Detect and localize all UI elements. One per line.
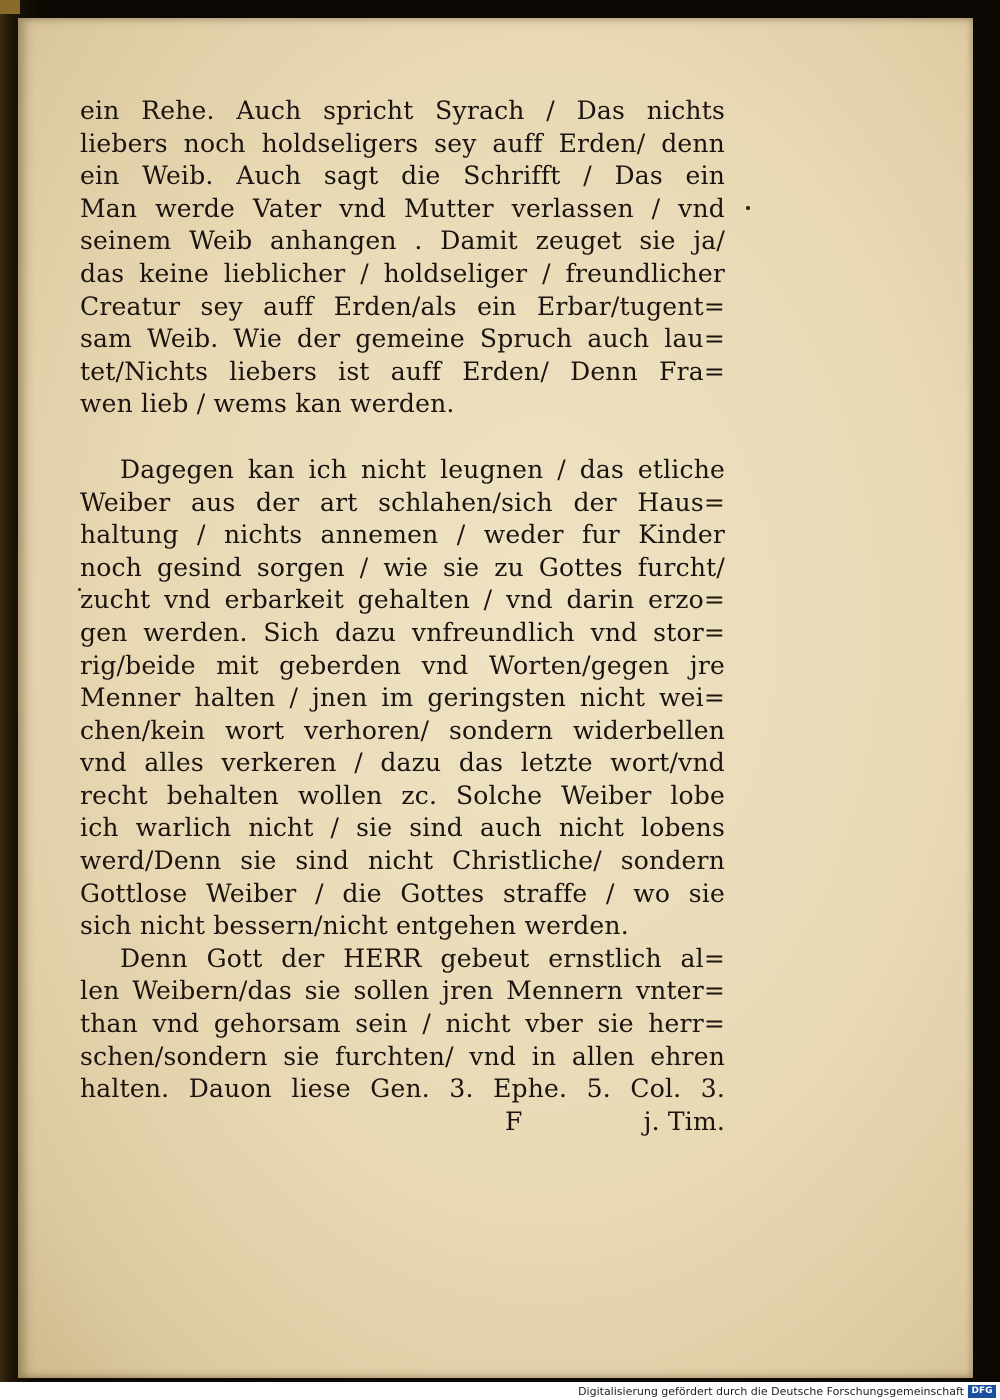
text-line: sich nicht bessern/nicht entgehen werden.: [80, 911, 629, 941]
catchword: j. Tim.: [643, 1106, 725, 1136]
text-line: zucht vnd erbarkeit gehalten / vnd darin erzo=: [80, 585, 725, 615]
text-line: tet/Nichts liebers ist auff Erden/ Denn Fra=: [80, 356, 725, 386]
text-line: rig/beide mit geberden vnd Worten/gegen jre: [80, 650, 725, 680]
text-line: halten. Dauon liese Gen. 3. Ephe. 5. Col. 3.: [80, 1074, 725, 1104]
paragraph-1: [80, 95, 725, 421]
text-line: Gottlose Weiber / die Gottes straffe / wo sie: [80, 878, 725, 908]
signature-line: [80, 1106, 725, 1139]
text-line: recht behalten wollen zc. Solche Weiber lobe: [80, 780, 725, 810]
text-line: noch gesind sorgen / wie sie zu Gottes furcht/: [80, 552, 725, 582]
text-line: werd/Denn sie sind nicht Christliche/ sondern: [80, 846, 725, 876]
ink-speck: [746, 206, 750, 210]
paragraph-2: [80, 454, 725, 943]
text-line: gen werden. Sich dazu vnfreundlich vnd stor=: [80, 617, 725, 647]
signature-mark: F: [505, 1106, 523, 1136]
text-line: schen/sondern sie furchten/ vnd in allen ehren: [80, 1041, 725, 1071]
text-line: Man werde Vater vnd Mutter verlassen / vnd: [80, 193, 725, 223]
footer-bar: [0, 1382, 1000, 1400]
text-line: wen lieb / wems kan werden.: [80, 389, 455, 419]
text-line: Denn Gott der HERR gebeut ernstlich al=: [120, 943, 725, 973]
paragraph-3: [80, 943, 725, 1106]
text-line: chen/kein wort verhoren/ sondern widerbellen: [80, 715, 725, 745]
book-edge: [0, 0, 20, 14]
text-line: Dagegen kan ich nicht leugnen / das etliche: [120, 454, 725, 484]
dfg-logo: DFG: [968, 1385, 996, 1398]
text-line: liebers noch holdseligers sey auff Erden/ denn: [80, 128, 725, 158]
text-line: das keine lieblicher / holdseliger / freundlicher: [80, 258, 725, 288]
text-line: seinem Weib anhangen . Damit zeuget sie ja/: [80, 226, 725, 256]
text-line: ein Weib. Auch sagt die Schrifft / Das ein: [80, 161, 725, 191]
text-line: Creatur sey auff Erden/als ein Erbar/tugent=: [80, 291, 725, 321]
page-text: [80, 95, 725, 1138]
footer-credit: Digitalisierung gefördert durch die Deutsche Forschungsgemeinschaft: [578, 1385, 964, 1398]
text-line: Menner halten / jnen im geringsten nicht wei=: [80, 683, 725, 713]
text-line: ein Rehe. Auch spricht Syrach / Das nichts: [80, 96, 725, 125]
text-line: Weiber aus der art schlahen/sich der Haus=: [80, 487, 725, 517]
text-line: sam Weib. Wie der gemeine Spruch auch lau=: [80, 324, 725, 354]
text-line: than vnd gehorsam sein / nicht vber sie herr=: [80, 1009, 725, 1039]
paragraph-gap: [80, 421, 725, 454]
text-line: haltung / nichts annemen / weder fur Kinder: [80, 520, 725, 550]
text-line: ich warlich nicht / sie sind auch nicht lobens: [80, 813, 725, 843]
text-line: vnd alles verkeren / dazu das letzte wort/vnd: [80, 748, 725, 778]
text-line: len Weibern/das sie sollen jren Mennern vnter=: [80, 976, 725, 1006]
